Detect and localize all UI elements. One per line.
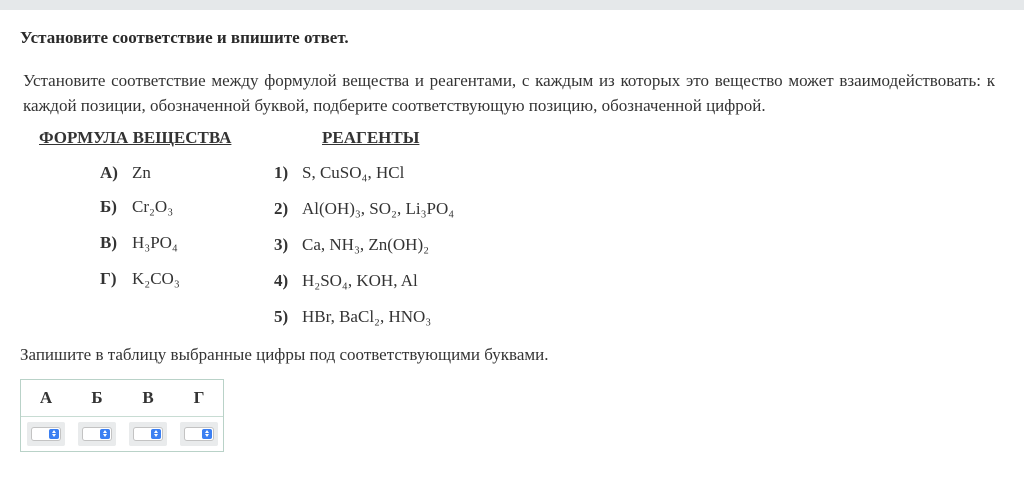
answer-header-v: В	[142, 388, 154, 407]
reagent-text: Al(OH)₃, SO₂, Li₃PO₄	[302, 199, 455, 218]
reagent-item-3	[274, 235, 429, 255]
answer-select-g[interactable]	[184, 427, 214, 441]
select-arrows-icon[interactable]	[151, 429, 161, 439]
formula-text: K₂CO₃	[132, 269, 180, 288]
formula-text: Cr₂O₃	[132, 197, 174, 216]
answer-cell-v	[129, 422, 167, 446]
answer-header-a: А	[39, 388, 53, 407]
formula-item-a	[100, 163, 151, 183]
reagent-label: 1)	[274, 163, 289, 182]
formula-text: Zn	[132, 163, 151, 182]
reagent-text: HBr, BaCl₂, HNO₃	[302, 307, 432, 326]
reagent-item-1	[274, 163, 404, 183]
answer-cell-b	[78, 422, 116, 446]
formula-label: В)	[100, 233, 117, 252]
formula-text: H₃PO₄	[132, 233, 178, 252]
task-title: Установите соответствие и впишите ответ.	[20, 28, 349, 47]
select-arrows-icon[interactable]	[202, 429, 212, 439]
answer-select-a[interactable]	[31, 427, 61, 441]
answer-cell-g	[180, 422, 218, 446]
formula-label: А)	[100, 163, 118, 182]
answer-select-b[interactable]	[82, 427, 112, 441]
table-divider	[21, 416, 223, 417]
reagent-text: S, CuSO₄, HCl	[302, 163, 405, 182]
reagents-column-header: РЕАГЕНТЫ	[322, 128, 420, 147]
formula-item-v	[100, 233, 178, 253]
answer-table	[20, 379, 224, 452]
formula-item-g	[100, 269, 180, 289]
reagent-item-2	[274, 199, 454, 219]
reagent-item-5	[274, 307, 431, 327]
task-instruction: Установите соответствие между формулой вещества и реагентами, с каждым из которых это вещество может взаимодействовать: к каждой позиции, обозначенной буквой, подберите соответствующую позицию, обозначенной цифрой.	[23, 71, 995, 115]
answer-select-v[interactable]	[133, 427, 163, 441]
reagent-text: Ca, NH₃, Zn(OH)₂	[302, 235, 430, 254]
answer-header-b: Б	[91, 388, 103, 407]
answer-header-g: Г	[193, 388, 205, 407]
reagent-label: 4)	[274, 271, 289, 290]
answer-instruction: Запишите в таблицу выбранные цифры под соответствующими буквами.	[20, 345, 549, 364]
formula-item-b	[100, 197, 173, 217]
reagent-item-4	[274, 271, 418, 291]
formula-label: Г)	[100, 269, 117, 288]
top-bar	[0, 0, 1024, 10]
formula-label: Б)	[100, 197, 117, 216]
reagent-label: 3)	[274, 235, 289, 254]
select-arrows-icon[interactable]	[49, 429, 59, 439]
reagent-label: 2)	[274, 199, 289, 218]
answer-cell-a	[27, 422, 65, 446]
reagent-label: 5)	[274, 307, 289, 326]
reagent-text: H₂SO₄, KOH, Al	[302, 271, 418, 290]
select-arrows-icon[interactable]	[100, 429, 110, 439]
formula-column-header: ФОРМУЛА ВЕЩЕСТВА	[39, 128, 232, 147]
